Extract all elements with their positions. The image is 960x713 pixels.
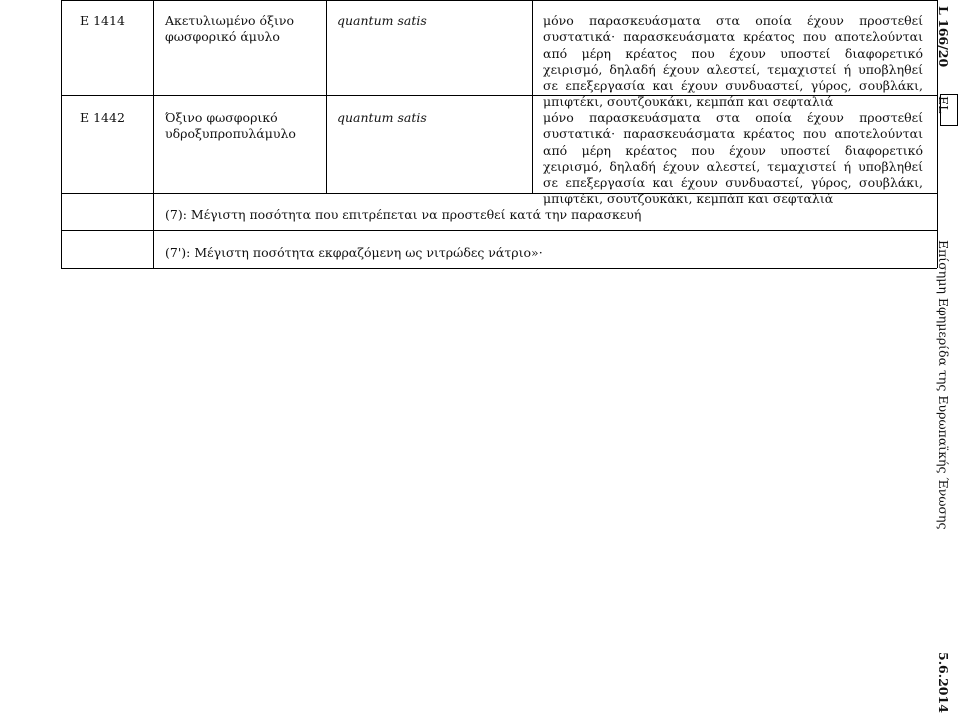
column-divider	[61, 0, 62, 268]
maximum-level: quantum satis	[337, 110, 427, 125]
column-divider	[153, 0, 154, 268]
additive-code: E 1414	[80, 13, 125, 28]
maximum-level: quantum satis	[337, 13, 427, 28]
restrictions-text: μόνο παρασκευάσματα στα οποία έχουν προστεθεί συστατικά· παρασκευάσματα κρέατος που αποτελούνται από μέρη κρέατος που έχουν υποστεί διαφορετικό χειρισμό, δηλαδή έχουν αλεστεί, τεμαχιστεί ή υποβληθεί σε επεξεργασία και έχουν συνδυαστεί, γύρος, σουβλάκι, μπιφτέκι, σουτζουκάκι, κεμπάπ και σεφταλιά	[543, 110, 923, 207]
language-code: EL	[936, 96, 951, 114]
additive-code: E 1442	[80, 110, 125, 125]
footnote: (7'): Μέγιστη ποσότητα εκφραζόμενη ως νιτρώδες νάτριο»·	[165, 245, 543, 260]
additive-name: Ακετυλιωμένο όξινο φωσφορικό άμυλο	[165, 13, 294, 45]
restrictions-text: μόνο παρασκευάσματα στα οποία έχουν προστεθεί συστατικά· παρασκευάσματα κρέατος που αποτελούνται από μέρη κρέατος που έχουν υποστεί διαφορετικό χειρισμό, δηλαδή έχουν αλεστεί, τεμαχιστεί ή υποβληθεί σε επεξεργασία και έχουν συνδυαστεί, γύρος, σουβλάκι, μπιφτέκι, σουτζουκάκι, κεμπάπ και σεφταλιά	[543, 13, 923, 110]
column-divider	[532, 0, 533, 193]
row-divider	[61, 230, 937, 231]
column-divider	[326, 0, 327, 193]
publication-date: 5.6.2014	[936, 652, 951, 713]
journal-title: Επίσημη Εφημερίδα της Ευρωπαϊκής Ένωσης	[936, 240, 951, 530]
page-reference: L 166/20	[936, 6, 951, 68]
table-bottom-rule	[61, 268, 937, 269]
footnote: (7): Μέγιστη ποσότητα που επιτρέπεται να προστεθεί κατά την παρασκευή	[165, 207, 642, 222]
additive-name: Όξινο φωσφορικό υδροξυπροπυλάμυλο	[165, 110, 296, 142]
table-top-rule	[61, 0, 937, 1]
